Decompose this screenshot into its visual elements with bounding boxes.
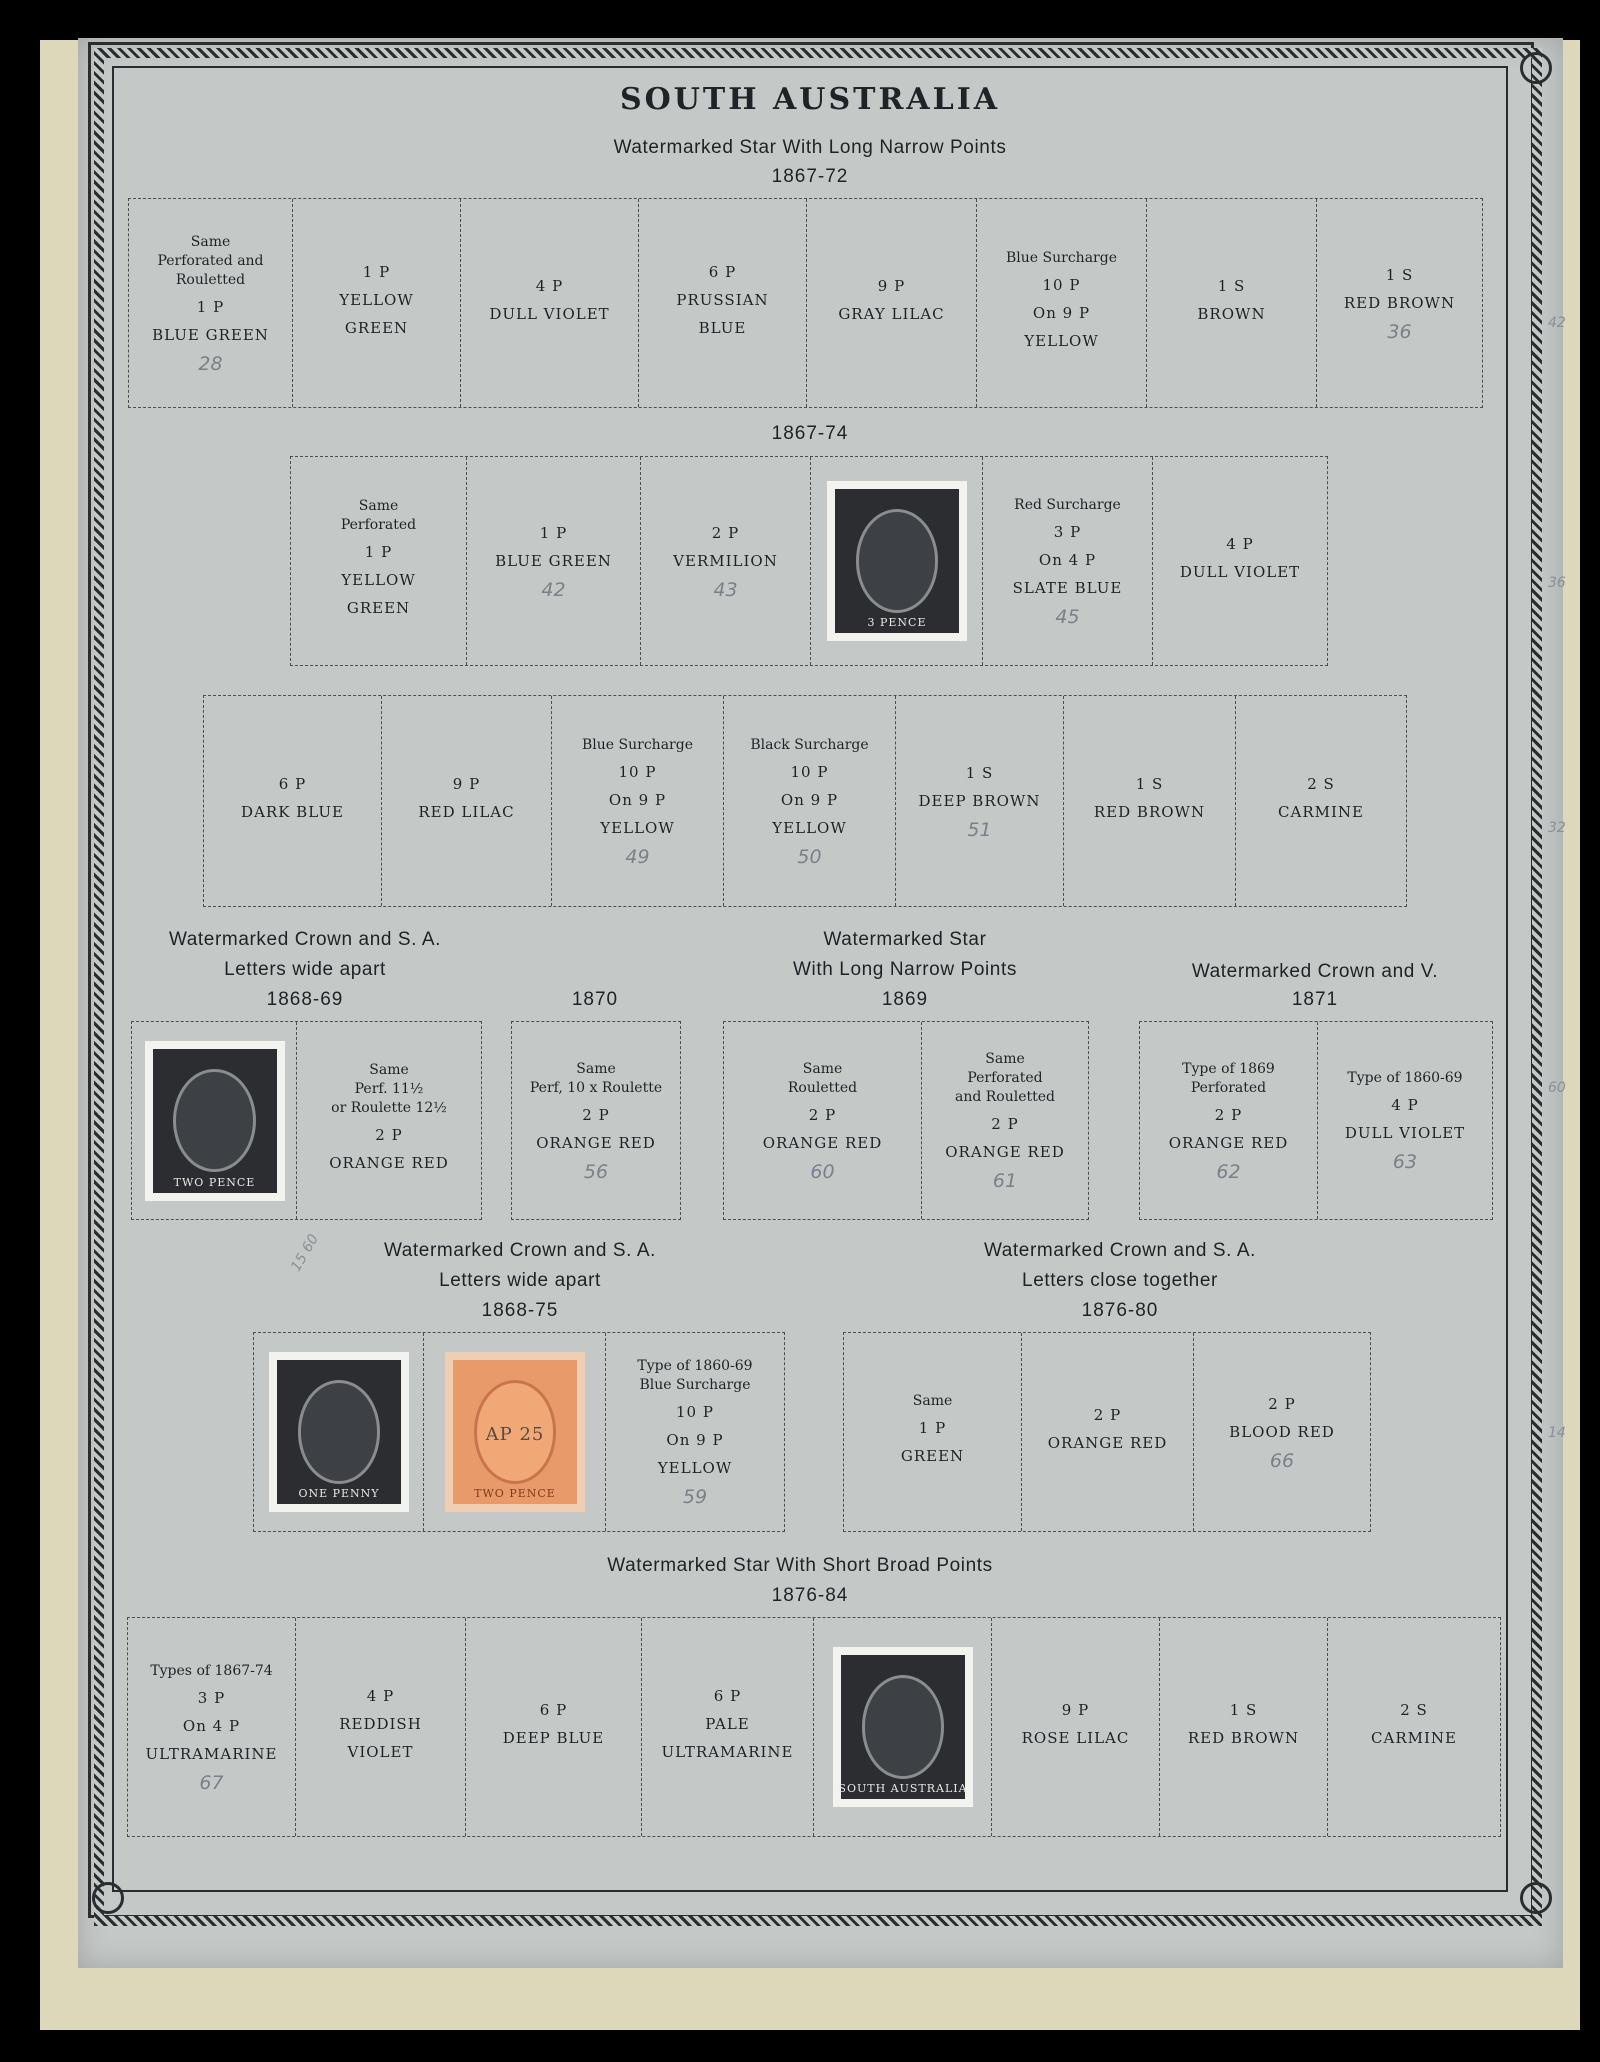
stamp-row-5b <box>843 1332 1371 1532</box>
stamp-description: On 4 P <box>182 1716 241 1735</box>
stamp-space <box>467 457 641 665</box>
section-heading: Watermarked Crown and V. <box>1191 961 1439 982</box>
catalog-number-note: 28 <box>198 352 223 375</box>
catalog-number-note: 67 <box>199 1771 224 1794</box>
stamp-description: YELLOW <box>657 1459 733 1477</box>
catalog-number-note: 42 <box>541 579 566 601</box>
stamp-space <box>814 1618 992 1836</box>
stamp-space <box>992 1618 1160 1836</box>
stamp-row-4a <box>131 1021 482 1220</box>
stamp-description: BLUE GREEN <box>152 325 269 344</box>
section-subheading: With Long Narrow Points <box>793 959 1017 980</box>
stamp-space <box>466 1618 642 1836</box>
margin-note: 36 <box>1548 575 1566 591</box>
stamp-space <box>552 696 724 906</box>
section-heading: Watermarked Star With Long Narrow Points <box>613 137 1007 158</box>
stamp-description: DULL VIOLET <box>489 305 610 323</box>
stamp-space <box>128 1618 296 1836</box>
stamp-space <box>382 696 552 906</box>
stamp-description: ORANGE RED <box>945 1143 1065 1161</box>
stamp-space <box>642 1618 814 1836</box>
stamp-description: 2 S <box>1307 775 1335 793</box>
stamp-note: Type of 1860-69 <box>637 1358 753 1374</box>
stamp-description: CARMINE <box>1278 803 1364 821</box>
section-year: 1870 <box>571 989 619 1010</box>
stamp-description: 2 S <box>1400 1701 1428 1719</box>
stamp-description: GREEN <box>346 599 411 617</box>
catalog-number-note: 66 <box>1269 1450 1295 1472</box>
stamp-space <box>1064 696 1236 906</box>
stamp-description: 2 P <box>1214 1105 1243 1124</box>
stamp-description: YELLOW <box>339 291 414 309</box>
catalog-number-note: 63 <box>1392 1151 1418 1173</box>
stamp-image <box>145 1041 285 1201</box>
section-year: 1876-84 <box>771 1585 849 1606</box>
stamp-space <box>606 1333 784 1531</box>
stamp-image <box>445 1352 585 1512</box>
stamp-row-1 <box>128 198 1483 408</box>
stamp-inscription: ONE PENNY <box>298 1487 380 1500</box>
stamp-note: or Roulette 12½ <box>331 1100 447 1116</box>
stamp-description: ORANGE RED <box>1047 1434 1168 1452</box>
stamp-description: ULTRAMARINE <box>145 1744 278 1763</box>
stamp-description: YELLOW <box>341 571 416 589</box>
stamp-description: 1 S <box>1217 277 1246 295</box>
margin-note: 32 <box>1548 820 1566 836</box>
stamp-space <box>1140 1022 1318 1219</box>
catalog-number-note: 56 <box>583 1160 609 1183</box>
stamp-space <box>461 199 639 407</box>
stamp-space <box>293 199 461 407</box>
stamp-description: RED BROWN <box>1187 1729 1300 1747</box>
section-heading: Watermarked Crown and S. A. <box>168 929 442 950</box>
stamp-space <box>1194 1333 1370 1531</box>
stamp-note: Perf, 10 x Roulette <box>529 1079 663 1096</box>
stamp-description: 6 P <box>278 775 307 793</box>
section-heading: Watermarked Star With Short Broad Points <box>607 1555 993 1576</box>
catalog-number-note: 51 <box>967 819 992 841</box>
stamp-space <box>424 1333 606 1531</box>
stamp-description: 2 P <box>1268 1395 1296 1413</box>
stamp-description: 10 P <box>676 1403 714 1421</box>
stamp-space <box>1236 696 1406 906</box>
margin-note: 42 <box>1548 315 1566 331</box>
stamp-description: 1 S <box>965 764 994 782</box>
stamp-space <box>977 199 1147 407</box>
section-year: 1867-72 <box>771 166 849 187</box>
catalog-number-note: 50 <box>797 845 822 868</box>
stamp-inscription: SOUTH AUSTRALIA <box>838 1782 968 1795</box>
stamp-description: 1 S <box>1135 775 1164 793</box>
stamp-space <box>1147 199 1317 407</box>
queen-portrait-icon <box>862 1675 945 1779</box>
stamp-description: 4 P <box>366 1687 395 1705</box>
stamp-space <box>254 1333 424 1531</box>
stamp-description: RED LILAC <box>418 803 515 821</box>
stamp-description: YELLOW <box>1024 331 1099 350</box>
stamp-space <box>724 696 896 906</box>
stamp-description: 2 P <box>1093 1406 1122 1424</box>
catalog-number-note: 49 <box>625 845 650 868</box>
stamp-space <box>844 1333 1022 1531</box>
stamp-description: 1 S <box>1229 1701 1258 1719</box>
stamp-description: RED BROWN <box>1343 294 1456 312</box>
stamp-space <box>1328 1618 1500 1836</box>
section-subheading: Letters wide apart <box>224 959 386 980</box>
stamp-description: 9 P <box>1061 1701 1090 1719</box>
stamp-row-6 <box>127 1617 1501 1837</box>
section-year: 1869 <box>881 989 929 1010</box>
stamp-description: 1 P <box>196 297 225 316</box>
stamp-description: 9 P <box>877 277 906 295</box>
section-heading: Watermarked Star <box>823 929 987 950</box>
stamp-description: On 9 P <box>666 1431 724 1449</box>
stamp-space <box>296 1618 466 1836</box>
stamp-space <box>1317 199 1482 407</box>
catalog-number-note: 45 <box>1055 605 1080 628</box>
stamp-space <box>641 457 811 665</box>
stamp-space <box>896 696 1064 906</box>
queen-portrait-icon <box>856 509 939 613</box>
stamp-description: On 9 P <box>1032 303 1091 322</box>
stamp-description: 2 P <box>991 1115 1019 1133</box>
stamp-description: 1 P <box>918 1418 947 1437</box>
stamp-description: 6 P <box>708 263 737 281</box>
stamp-description: VERMILION <box>673 552 778 570</box>
stamp-note: Red Surcharge <box>1014 496 1121 513</box>
stamp-description: DARK BLUE <box>241 803 344 821</box>
stamp-note: Same <box>802 1060 843 1077</box>
pencil-note: 15 60 <box>288 1231 322 1275</box>
stamp-description: 1 P <box>362 263 391 281</box>
margin-note: 60 <box>1548 1080 1566 1096</box>
stamp-description: On 9 P <box>780 790 839 809</box>
stamp-note: Perforated and <box>157 252 264 269</box>
stamp-note: Same <box>358 498 399 514</box>
stamp-description: 4 P <box>1226 535 1254 553</box>
catalog-number-note: 61 <box>992 1170 1018 1192</box>
stamp-row-4b <box>511 1021 681 1220</box>
stamp-description: 10 P <box>1042 275 1081 294</box>
stamp-description: PALE <box>705 1715 750 1733</box>
stamp-space <box>639 199 807 407</box>
stamp-row-3 <box>203 695 1407 907</box>
stamp-space <box>1022 1333 1194 1531</box>
section-year: 1876-80 <box>1081 1300 1159 1321</box>
stamp-note: Blue Surcharge <box>1006 249 1117 266</box>
stamp-description: DEEP BROWN <box>918 792 1041 810</box>
postmark-cancel: AP 25 <box>485 1424 545 1445</box>
corner-ornament-icon <box>92 1882 124 1914</box>
stamp-row-5a <box>253 1332 785 1532</box>
stamp-description: BLOOD RED <box>1229 1423 1335 1441</box>
stamp-space <box>129 199 293 407</box>
stamp-description: RED BROWN <box>1093 803 1206 821</box>
stamp-image <box>269 1352 409 1512</box>
stamp-description: 2 P <box>375 1126 403 1144</box>
stamp-description: 3 P <box>1053 522 1082 541</box>
stamp-description: YELLOW <box>772 818 847 837</box>
stamp-note: Same <box>576 1060 616 1077</box>
stamp-image <box>827 481 967 641</box>
page-title: SOUTH AUSTRALIA <box>619 82 1001 117</box>
stamp-description: DULL VIOLET <box>1179 563 1301 581</box>
stamp-note: Blue Surcharge <box>582 736 693 753</box>
stamp-description: 6 P <box>539 1701 568 1719</box>
stamp-inscription: TWO PENCE <box>474 1487 556 1500</box>
stamp-space <box>1160 1618 1328 1836</box>
stamp-description: ULTRAMARINE <box>661 1743 794 1761</box>
stamp-space <box>983 457 1153 665</box>
stamp-space <box>724 1022 922 1219</box>
stamp-description: 4 P <box>1391 1096 1419 1114</box>
stamp-note: Rouletted <box>787 1079 858 1096</box>
catalog-number-note: 43 <box>713 579 738 601</box>
stamp-description: SLATE BLUE <box>1012 578 1123 597</box>
stamp-inscription: 3 PENCE <box>867 616 927 629</box>
stamp-description: BLUE <box>698 319 747 337</box>
stamp-description: BROWN <box>1197 305 1266 323</box>
stamp-description: 2 P <box>808 1105 837 1124</box>
stamp-note: Black Surcharge <box>750 736 869 753</box>
section-subheading: Letters close together <box>1022 1270 1218 1291</box>
stamp-note: Same <box>369 1062 409 1078</box>
stamp-description: VIOLET <box>347 1743 414 1761</box>
stamp-description: 2 P <box>711 524 740 542</box>
stamp-description: 10 P <box>618 762 657 781</box>
stamp-description: YELLOW <box>600 818 675 837</box>
stamp-note: Perf. 11½ <box>354 1081 424 1097</box>
stamp-note: Type of 1860-69 <box>1347 1070 1463 1086</box>
catalog-number-note: 60 <box>810 1160 835 1183</box>
stamp-description: GREEN <box>344 319 409 337</box>
stamp-description: 4 P <box>535 277 564 295</box>
stamp-row-4c <box>723 1021 1089 1220</box>
stamp-description: 10 P <box>790 762 829 781</box>
section-subheading: Letters wide apart <box>439 1270 601 1291</box>
stamp-description: 1 P <box>364 543 393 561</box>
stamp-note: Rouletted <box>175 271 246 288</box>
section-year: 1868-69 <box>266 989 344 1010</box>
stamp-description: CARMINE <box>1371 1729 1457 1747</box>
stamp-description: REDDISH <box>339 1715 422 1733</box>
stamp-note: Same <box>190 233 231 250</box>
queen-portrait-icon <box>173 1069 256 1173</box>
stamp-description: 3 P <box>197 1688 226 1707</box>
stamp-description: ORANGE RED <box>329 1154 449 1172</box>
section-year: 1871 <box>1291 989 1339 1010</box>
stamp-space <box>1318 1022 1492 1219</box>
stamp-description: ORANGE RED <box>536 1133 656 1152</box>
stamp-space <box>132 1022 297 1219</box>
stamp-description: PRUSSIAN <box>676 291 769 309</box>
section-year: 1868-75 <box>481 1300 559 1321</box>
stamp-description: 9 P <box>452 775 481 793</box>
stamp-space <box>922 1022 1088 1219</box>
stamp-note: Same <box>912 1392 953 1409</box>
stamp-space <box>512 1022 680 1219</box>
catalog-number-note: 36 <box>1387 321 1412 343</box>
section-heading: Watermarked Crown and S. A. <box>983 1240 1257 1261</box>
stamp-note: Perforated <box>1190 1079 1267 1096</box>
stamp-description: BLUE GREEN <box>495 552 612 570</box>
stamp-description: ROSE LILAC <box>1021 1729 1130 1747</box>
stamp-space <box>204 696 382 906</box>
stamp-space <box>1153 457 1327 665</box>
stamp-description: On 9 P <box>608 790 667 809</box>
stamp-note: Type of 1869 <box>1182 1060 1275 1077</box>
stamp-note: Perforated <box>340 517 417 533</box>
catalog-number-note: 62 <box>1216 1160 1241 1183</box>
stamp-image <box>833 1647 973 1807</box>
stamp-description: DULL VIOLET <box>1344 1124 1466 1142</box>
stamp-description: 2 P <box>582 1105 610 1124</box>
stamp-note: Blue Surcharge <box>639 1377 751 1393</box>
stamp-description: On 4 P <box>1038 550 1097 569</box>
stamp-row-4d <box>1139 1021 1493 1220</box>
stamp-note: Perforated <box>967 1070 1043 1086</box>
stamp-description: GREEN <box>900 1446 965 1465</box>
corner-ornament-icon <box>1520 52 1552 84</box>
stamp-description: ORANGE RED <box>1168 1133 1289 1152</box>
queen-portrait-icon <box>298 1380 381 1484</box>
stamp-description: 1 P <box>539 524 568 542</box>
stamp-description: DEEP BLUE <box>502 1729 605 1747</box>
catalog-number-note: 59 <box>682 1486 708 1508</box>
margin-note: 14 <box>1548 1425 1566 1441</box>
stamp-note: and Rouletted <box>954 1089 1056 1105</box>
stamp-space <box>811 457 983 665</box>
section-heading: Watermarked Crown and S. A. <box>383 1240 657 1261</box>
stamp-note: Types of 1867-74 <box>150 1662 273 1679</box>
stamp-row-2 <box>290 456 1328 666</box>
stamp-space <box>297 1022 481 1219</box>
stamp-description: GRAY LILAC <box>838 305 945 323</box>
stamp-space <box>807 199 977 407</box>
stamp-space <box>291 457 467 665</box>
stamp-description: ORANGE RED <box>762 1133 883 1152</box>
stamp-note: Same <box>985 1051 1025 1067</box>
stamp-description: 6 P <box>713 1687 742 1705</box>
section-year: 1867-74 <box>771 423 849 444</box>
corner-ornament-icon <box>1520 1882 1552 1914</box>
stamp-description: 1 S <box>1385 266 1414 284</box>
stamp-inscription: TWO PENCE <box>173 1175 256 1189</box>
